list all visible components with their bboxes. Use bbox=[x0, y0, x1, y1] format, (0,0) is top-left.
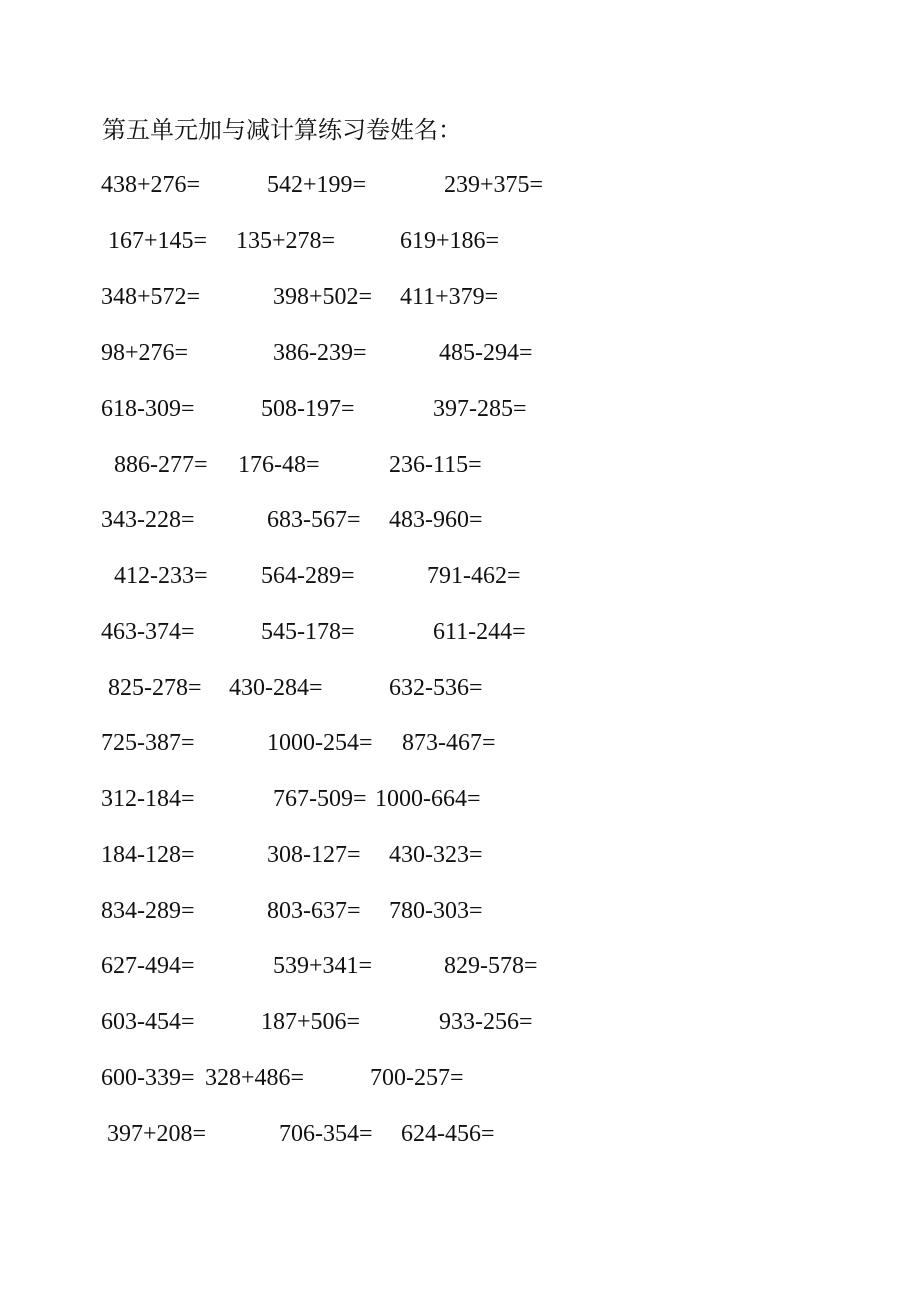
problem-row bbox=[0, 335, 920, 371]
problem-row bbox=[0, 447, 920, 483]
problem: 683-567= bbox=[267, 507, 361, 533]
problem-row bbox=[0, 1060, 920, 1096]
problem: 386-239= bbox=[273, 340, 367, 366]
problem: 627-494= bbox=[101, 953, 195, 979]
problem: 873-467= bbox=[402, 730, 496, 756]
problem-row bbox=[0, 670, 920, 706]
problem: 176-48= bbox=[238, 452, 320, 478]
problem-row bbox=[0, 893, 920, 929]
problem: 239+375= bbox=[444, 172, 544, 198]
problem-row bbox=[0, 837, 920, 873]
problem: 348+572= bbox=[101, 284, 201, 310]
problem: 184-128= bbox=[101, 842, 195, 868]
problem: 508-197= bbox=[261, 396, 355, 422]
problem: 485-294= bbox=[439, 340, 533, 366]
problem-row bbox=[0, 1116, 920, 1152]
worksheet-title: 第五单元加与减计算练习卷姓名： bbox=[102, 118, 462, 144]
problem: 632-536= bbox=[389, 675, 483, 701]
problem: 236-115= bbox=[389, 452, 482, 478]
problem: 706-354= bbox=[279, 1121, 373, 1147]
problem-row bbox=[0, 502, 920, 538]
problem: 700-257= bbox=[370, 1065, 464, 1091]
problem: 430-284= bbox=[229, 675, 323, 701]
problem: 611-244= bbox=[433, 619, 526, 645]
problem-row bbox=[0, 725, 920, 761]
problem-row bbox=[0, 948, 920, 984]
problem: 619+186= bbox=[400, 228, 500, 254]
problem-row bbox=[0, 167, 920, 203]
problem: 463-374= bbox=[101, 619, 195, 645]
problem: 886-277= bbox=[114, 452, 208, 478]
problem: 328+486= bbox=[205, 1065, 305, 1091]
problem: 603-454= bbox=[101, 1009, 195, 1035]
problem: 308-127= bbox=[267, 842, 361, 868]
problem: 98+276= bbox=[101, 340, 189, 366]
problem: 780-303= bbox=[389, 898, 483, 924]
problem-row bbox=[0, 781, 920, 817]
problem: 167+145= bbox=[108, 228, 208, 254]
problem: 187+506= bbox=[261, 1009, 361, 1035]
problem: 933-256= bbox=[439, 1009, 533, 1035]
problem-row bbox=[0, 1004, 920, 1040]
problem: 803-637= bbox=[267, 898, 361, 924]
problem: 438+276= bbox=[101, 172, 201, 198]
problem: 411+379= bbox=[400, 284, 499, 310]
problem: 397+208= bbox=[107, 1121, 207, 1147]
problem: 791-462= bbox=[427, 563, 521, 589]
problem: 483-960= bbox=[389, 507, 483, 533]
problem: 412-233= bbox=[114, 563, 208, 589]
problem: 397-285= bbox=[433, 396, 527, 422]
problem-row bbox=[0, 391, 920, 427]
problem-row bbox=[0, 558, 920, 594]
problem: 542+199= bbox=[267, 172, 367, 198]
problem: 564-289= bbox=[261, 563, 355, 589]
problem: 312-184= bbox=[101, 786, 195, 812]
problem: 767-509= bbox=[273, 786, 367, 812]
problem: 539+341= bbox=[273, 953, 373, 979]
problem: 829-578= bbox=[444, 953, 538, 979]
problem: 618-309= bbox=[101, 396, 195, 422]
problem: 1000-254= bbox=[267, 730, 373, 756]
problem: 600-339= bbox=[101, 1065, 195, 1091]
problem: 545-178= bbox=[261, 619, 355, 645]
problem: 430-323= bbox=[389, 842, 483, 868]
problem: 725-387= bbox=[101, 730, 195, 756]
problem-row bbox=[0, 614, 920, 650]
problem-row bbox=[0, 223, 920, 259]
problem: 1000-664= bbox=[375, 786, 481, 812]
problem: 343-228= bbox=[101, 507, 195, 533]
problem: 834-289= bbox=[101, 898, 195, 924]
problem: 624-456= bbox=[401, 1121, 495, 1147]
problem-row bbox=[0, 279, 920, 315]
problem: 398+502= bbox=[273, 284, 373, 310]
problem: 135+278= bbox=[236, 228, 336, 254]
problem: 825-278= bbox=[108, 675, 202, 701]
